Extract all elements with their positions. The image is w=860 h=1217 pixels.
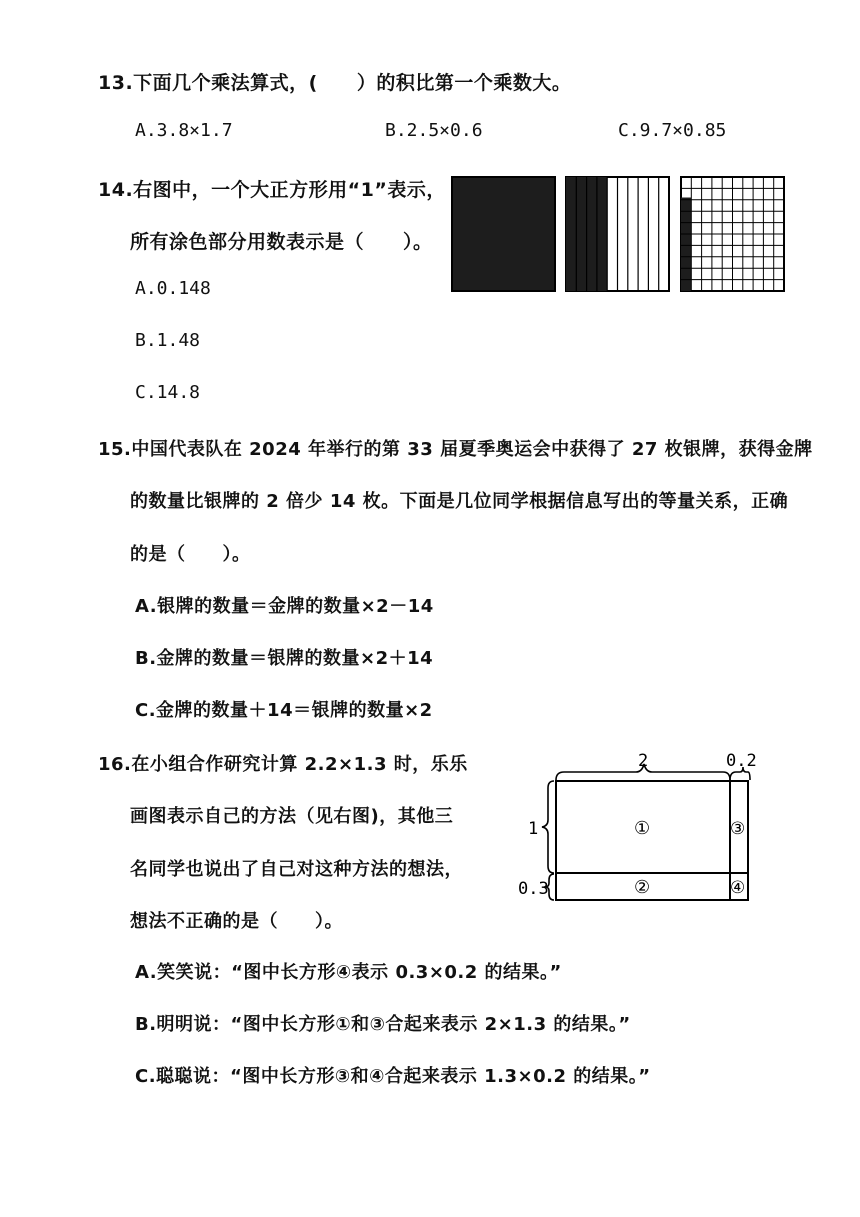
region-4-label: ④ (730, 878, 746, 898)
q14-option-b[interactable]: B.1.48 (135, 330, 201, 351)
q16-stem-line-4: 想法不正确的是（ ）。 (130, 911, 343, 932)
q14-grid-square (681, 177, 784, 291)
q14-column-square (566, 177, 669, 291)
q16-option-b[interactable]: B.明明说：“图中长方形①和③合起来表示 2×1.3 的结果。” (135, 1014, 631, 1035)
q14-stem-line-1: 14.右图中，一个大正方形用“1”表示， (98, 179, 446, 201)
region-2-label: ② (634, 877, 651, 898)
q16-stem-line-2: 画图表示自己的方法（见右图)，其他三 (130, 806, 454, 827)
label-0-3: 0.3 (518, 879, 549, 899)
region-3-label: ③ (730, 819, 746, 839)
label-0-2: 0.2 (726, 751, 757, 771)
q13-option-c[interactable]: C.9.7×0.85 (618, 120, 727, 141)
q14-option-a[interactable]: A.0.148 (135, 278, 211, 299)
q15-stem-line-1: 15.中国代表队在 2024 年举行的第 33 届夏季奥运会中获得了 27 枚银牌，获得金牌 (98, 439, 813, 460)
q16-option-a[interactable]: A.笑笑说：“图中长方形④表示 0.3×0.2 的结果。” (135, 962, 562, 983)
brace-left-1 (542, 781, 554, 873)
q16-figure (518, 748, 763, 908)
region-1-label: ① (634, 818, 651, 839)
q13-stem: 13.下面几个乘法算式，( ）的积比第一个乘数大。 (98, 72, 572, 94)
q13-option-a[interactable]: A.3.8×1.7 (135, 120, 233, 141)
q13-option-b[interactable]: B.2.5×0.6 (385, 120, 483, 141)
q14-option-c[interactable]: C.14.8 (135, 382, 201, 403)
q14-figure (450, 175, 800, 293)
label-1: 1 (528, 819, 539, 839)
q14-stem-line-2: 所有涂色部分用数表示是（ ）。 (130, 231, 433, 253)
q15-option-c[interactable]: C.金牌的数量＋14＝银牌的数量×2 (135, 700, 433, 721)
q16-stem-line-3: 名同学也说出了自己对这种方法的想法， (130, 859, 463, 880)
q16-option-c[interactable]: C.聪聪说：“图中长方形③和④合起来表示 1.3×0.2 的结果。” (135, 1066, 651, 1087)
q16-stem-line-1: 16.在小组合作研究计算 2.2×1.3 时，乐乐 (98, 754, 468, 775)
label-2: 2 (638, 751, 649, 771)
q15-stem-line-3: 的是（ ）。 (130, 544, 251, 565)
q15-option-b[interactable]: B.金牌的数量＝银牌的数量×2＋14 (135, 648, 434, 669)
q15-option-a[interactable]: A.银牌的数量＝金牌的数量×2－14 (135, 596, 434, 617)
q14-full-square (452, 177, 555, 291)
q15-stem-line-2: 的数量比银牌的 2 倍少 14 枚。下面是几位同学根据信息写出的等量关系，正确 (130, 491, 789, 512)
